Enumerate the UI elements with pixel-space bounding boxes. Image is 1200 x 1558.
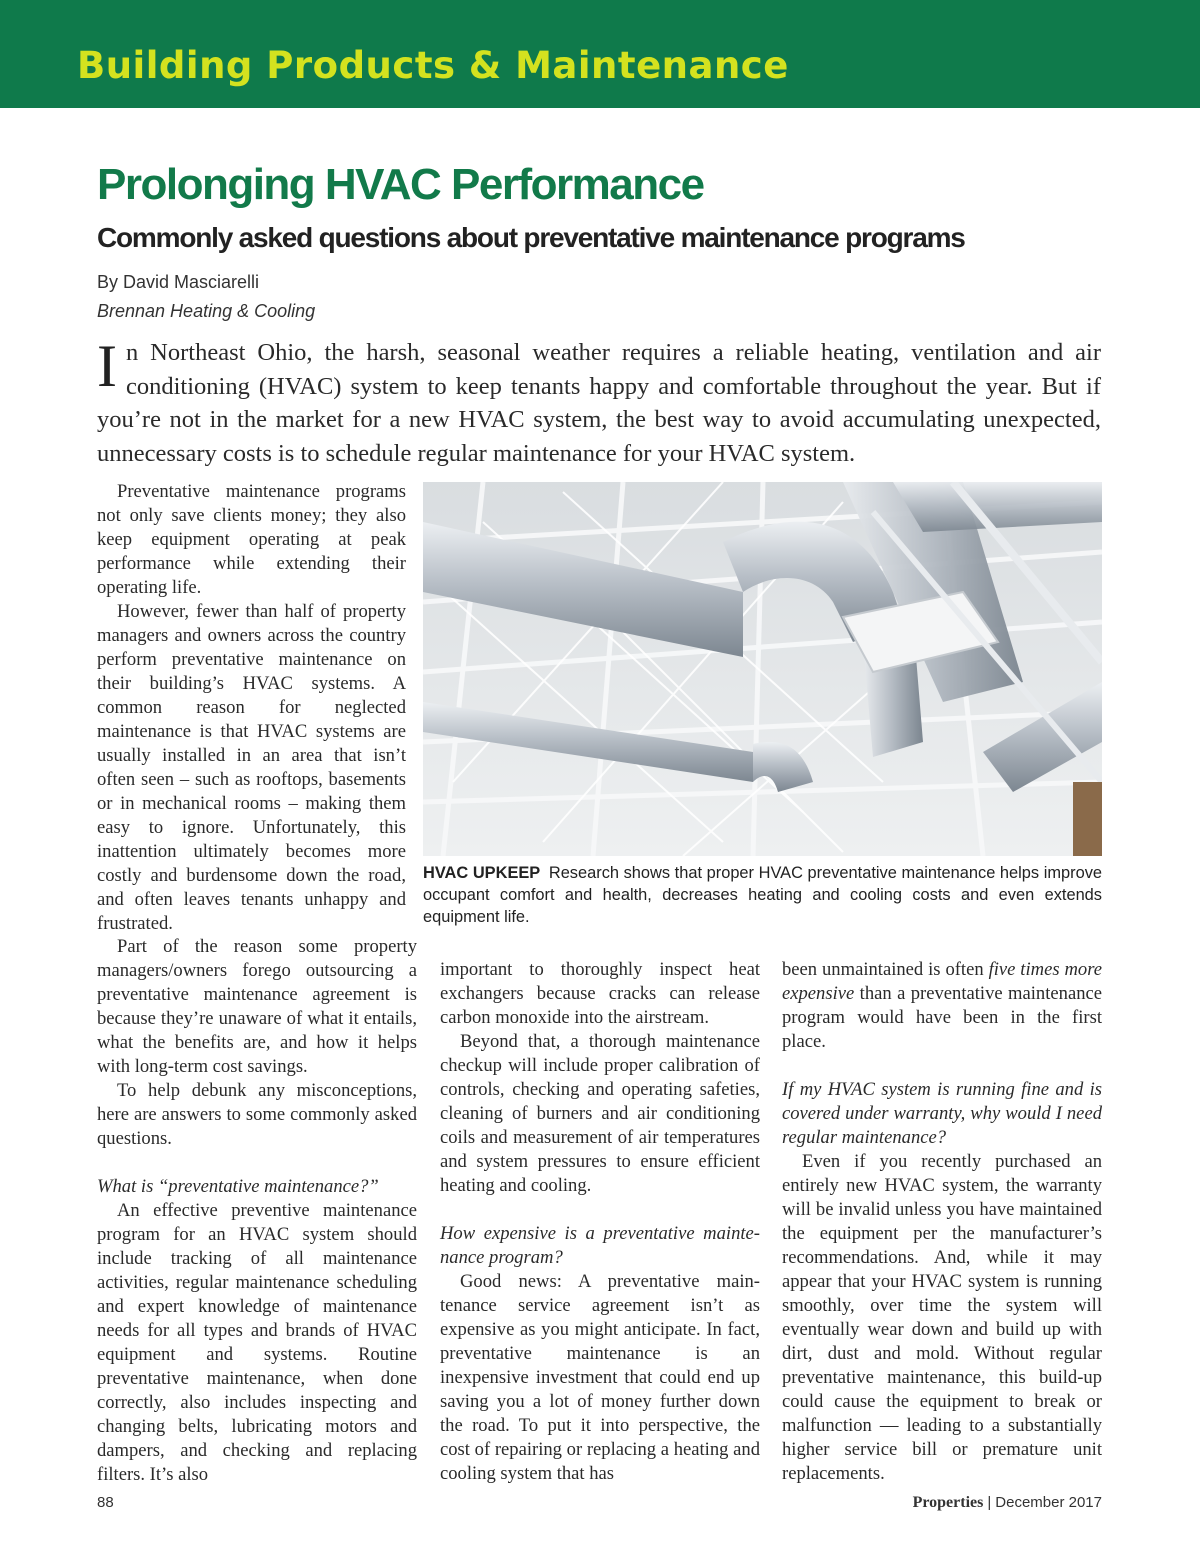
footer-separator: | (987, 1494, 992, 1511)
author-affiliation: Brennan Heating & Cooling (97, 301, 316, 321)
section-title: Building Products & Maintenance (77, 44, 789, 87)
emphasis-text: five times more expensive (782, 959, 1102, 1004)
magazine-name: Properties (912, 1494, 984, 1511)
ductwork-illustration (423, 482, 1102, 856)
body-paragraph: However, fewer than half of property managers and owners across the country perform preventative maintenance on their building’s HVAC systems. A common reason for neglected maintenance is that HVAC systems are usually installed in an area that isn’t often seen – such as rooftops, basements or in mechanical rooms – making them easy to ignore. Unfortunately, this inattention ultimately becomes more costly and burdensome down the road, and often leaves tenants unhappy and frustrated. (97, 601, 406, 934)
caption-lead: HVAC UPKEEP (423, 864, 541, 882)
issue-footer (913, 1494, 1102, 1512)
intro-paragraph (97, 333, 1101, 470)
caption-text: Research shows that proper HVAC preventative maintenance helps improve occupant comfort and health, decreases heating and cooling costs and even extends equipment life. (423, 864, 1102, 926)
body-paragraph: To help debunk any misconceptions, here are answers to some commonly asked questions. (97, 1080, 417, 1149)
question-heading: What is “preventative maintenance?” (97, 1176, 379, 1197)
body-paragraph: Preventative maintenance programs not only save clients money; they also keep equipment operating at peak performance while extending their operating life. (97, 481, 406, 598)
column-1-top (97, 480, 406, 936)
column-1-bottom (97, 935, 417, 1487)
hvac-ductwork-photo (423, 482, 1102, 856)
question-heading: If my HVAC system is running fine and is covered under warranty, why would I need regular maintenance? (782, 1079, 1102, 1148)
body-paragraph: Beyond that, a thorough maintenance checkup will include proper calibration of controls, checking and operating safeties, cleaning of burners and air conditioning coils and measurement of air temperatures and system pressures to ensure efficient heating and cooling. (440, 1031, 760, 1196)
drop-cap: I (97, 333, 117, 399)
body-paragraph: Part of the reason some property managers/owners forego outsourcing a preventative maintenance agreement is because they’re unaware of what it entails, what the benefits are, and how it helps with long-term cost savings. (97, 936, 417, 1077)
byline: By David Masciarelli (97, 272, 260, 292)
intro-text: n Northeast Ohio, the harsh, seasonal weather requires a reliable heating, ventilation and air conditioning (HVAC) system to keep tenants happy and comfortable throughout the year. But if you’re not in the market for a new HVAC system, the best way to avoid accumulating unexpected, unnecessary costs is to schedule regular maintenance for your HVAC system. (97, 339, 1101, 467)
article-subhead: Commonly asked questions about preventative maintenance programs (97, 222, 965, 253)
body-paragraph: important to thoroughly inspect heat exchangers because cracks can release carbon monoxide into the airstream. (440, 959, 760, 1028)
photo-caption (423, 862, 1102, 928)
body-paragraph: An effective preventive maintenance program for an HVAC system should include tracking of all maintenance activities, regular maintenance scheduling and expert knowledge of maintenance needs for all types and brands of HVAC equipment and systems. Routine preventative maintenance, when done correctly, also includes inspecting and changing belts, lubricating motors and dampers, and checking and replacing filters. It’s also (97, 1200, 417, 1485)
question-heading: How expensive is a preventative maintenance program? (440, 1223, 760, 1268)
body-text: been unmaintained is often (782, 959, 989, 980)
body-paragraph (782, 958, 1102, 1054)
body-paragraph: Even if you recently purchased an entirely new HVAC system, the warranty will be invalid unless you have maintained the equipment per the manufacturer’s recommendations. And, while it may appear that your HVAC system is running smoothly, over time the system will eventually wear down and build up with dirt, dust and mold. Without regular preventative maintenance, this build-up could cause the equipment to break or malfunction — leading to a substantially higher service bill or premature unit replacements. (782, 1151, 1102, 1484)
column-2 (440, 958, 760, 1486)
article-headline: Prolonging HVAC Performance (97, 160, 704, 209)
body-paragraph: Good news: A preventative maintenance service agreement isn’t as expensive as you might anticipate. In fact, preventative maintenance is an inexpensive investment that could end up saving you a lot of money further down the road. To put it into perspective, the cost of repairing or replacing a heating and cooling system that has (440, 1271, 760, 1484)
issue-date: December 2017 (995, 1494, 1102, 1511)
body-text: than a preventative maintenance program would have been in the first place. (782, 983, 1102, 1052)
column-3 (782, 958, 1102, 1486)
page-number: 88 (97, 1494, 114, 1511)
